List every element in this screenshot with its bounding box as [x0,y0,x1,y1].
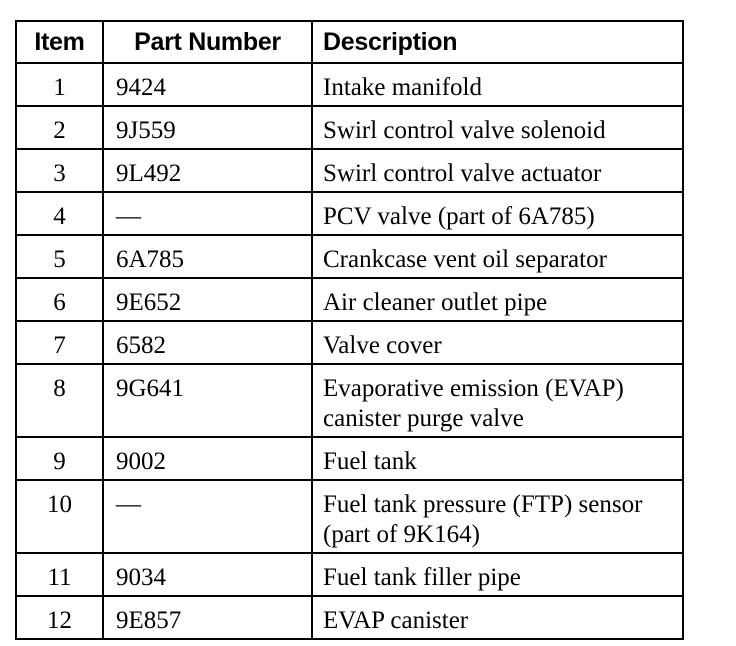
cell-part-number: 9G641 [103,364,312,437]
table-row [16,596,683,639]
cell-description: Fuel tank [312,437,683,480]
table-row [16,364,683,437]
table-row [16,149,683,192]
cell-part-number: 6582 [103,321,312,364]
cell-item: 2 [16,106,103,149]
cell-description: Fuel tank pressure (FTP) sensor (part of 9K164) [312,480,683,553]
cell-item: 8 [16,364,103,437]
cell-item: 4 [16,192,103,235]
table-row [16,321,683,364]
cell-part-number: — [103,480,312,553]
cell-item: 6 [16,278,103,321]
cell-description: Fuel tank filler pipe [312,553,683,596]
cell-description: EVAP canister [312,596,683,639]
cell-item: 9 [16,437,103,480]
cell-part-number: 9E857 [103,596,312,639]
table-row [16,278,683,321]
cell-part-number: 9J559 [103,106,312,149]
cell-part-number: 9424 [103,63,312,106]
cell-part-number: — [103,192,312,235]
cell-part-number: 9E652 [103,278,312,321]
cell-item: 10 [16,480,103,553]
table-row [16,553,683,596]
cell-description: Intake manifold [312,63,683,106]
table-row [16,235,683,278]
table-row [16,437,683,480]
cell-part-number: 6A785 [103,235,312,278]
table-row [16,63,683,106]
cell-item: 12 [16,596,103,639]
table-row [16,480,683,553]
parts-table [15,20,684,640]
cell-part-number: 9034 [103,553,312,596]
cell-description: PCV valve (part of 6A785) [312,192,683,235]
cell-item: 1 [16,63,103,106]
cell-description: Valve cover [312,321,683,364]
cell-item: 3 [16,149,103,192]
table-row [16,192,683,235]
column-header-item: Item [16,21,103,63]
cell-item: 7 [16,321,103,364]
cell-item: 11 [16,553,103,596]
cell-description: Swirl control valve actuator [312,149,683,192]
cell-item: 5 [16,235,103,278]
cell-description: Crankcase vent oil separator [312,235,683,278]
cell-description: Swirl control valve solenoid [312,106,683,149]
column-header-part-number: Part Number [103,21,312,63]
cell-description: Air cleaner outlet pipe [312,278,683,321]
column-header-description: Description [312,21,683,63]
table-row [16,106,683,149]
cell-part-number: 9002 [103,437,312,480]
table-header-row [16,21,683,63]
cell-description: Evaporative emission (EVAP) canister purge valve [312,364,683,437]
cell-part-number: 9L492 [103,149,312,192]
